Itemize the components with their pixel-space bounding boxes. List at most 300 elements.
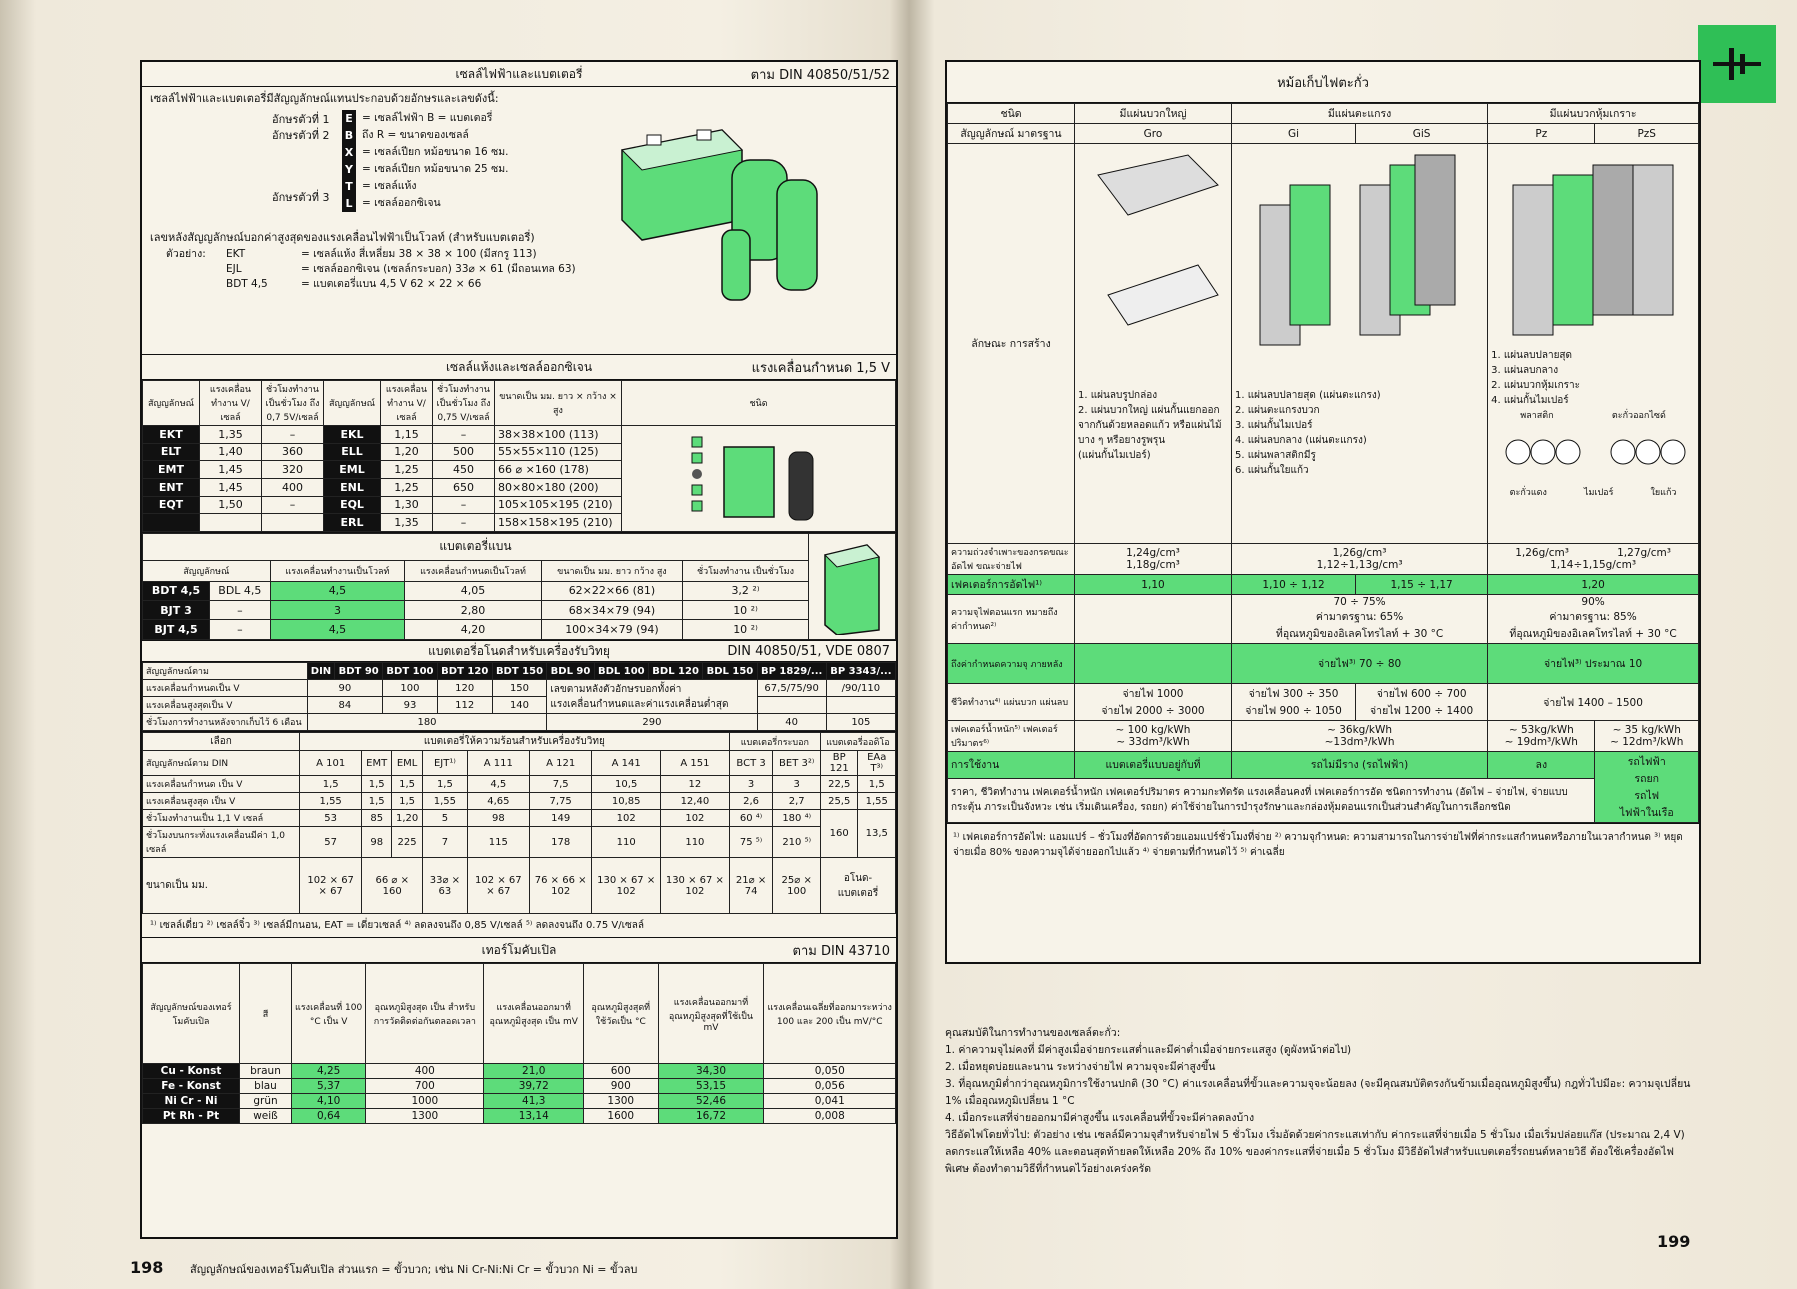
cell: 5 xyxy=(423,810,468,827)
cell: 1,14÷1,15g/cm³ xyxy=(1550,559,1637,571)
symbol: GiS xyxy=(1356,124,1488,144)
col-header: A 141 xyxy=(592,751,661,776)
cell: 0,050 xyxy=(764,1064,896,1079)
cell: 1,24g/cm³ xyxy=(1126,547,1180,559)
cell: 39,72 xyxy=(484,1079,584,1094)
cell: 1,26g/cm³ xyxy=(1332,547,1387,559)
cell: ~ 100 kg/kWh xyxy=(1115,724,1191,736)
cell: 3 xyxy=(729,776,773,793)
cells-batteries-section xyxy=(142,62,896,355)
property-item: 3. ที่อุณหภูมิต่ำกว่าอุณหภูมิการใช้งานปกติ (30 °C) ค่าแรงเคลื่อนที่ขั้วและความจุจะน้อยลง (จะมีคุณสมบัติตรงกันข้ามเมื่ออุณหภูมิสูงขึ้น) กฎทั่วไปมีอะ: ความจุเปลี่ยน 1% เมื่ออุณหภูมิเปลี่ยน 1 °C xyxy=(945,1078,1691,1107)
label: ใยแก้ว xyxy=(1650,488,1677,498)
cell: 1,27g/cm³ xyxy=(1617,547,1671,559)
cell: 2,6 xyxy=(729,793,773,810)
cell: 320 xyxy=(262,461,324,479)
cell: BJT 3 xyxy=(143,600,210,619)
cell: 5,37 xyxy=(292,1079,366,1094)
label: ตะกั่วแดง xyxy=(1509,488,1547,498)
cell: 140 xyxy=(492,697,547,714)
col-header: แรงเคลื่อนทำงาน V/เซลล์ xyxy=(200,381,262,426)
legend-item: 1. แผ่นลบปลายสุด (แผ่นตะแกรง) xyxy=(1235,390,1381,401)
col-header: BP 121 xyxy=(820,751,858,776)
legend-item: 2. แผ่นบวกหุ้มเกราะ xyxy=(1491,380,1581,391)
meaning-2: ถึง R = ขนาดของเซลล์ xyxy=(362,129,469,141)
row-label: ถึงค่ากำหนดความจุ ภายหลัง xyxy=(948,644,1075,684)
legend-item: 2. แผ่นบวกใหญ่ แผ่นกั้นแยกออกจากกันด้วยหลอดแก้ว หรือแผ่นไม้บาง ๆ หรือยางรูพรุน xyxy=(1078,405,1222,446)
cell: – xyxy=(210,620,271,640)
legend-item: 3. แผ่นลบกลาง xyxy=(1491,365,1559,376)
cell: 57 xyxy=(300,827,362,858)
cell: 400 xyxy=(262,478,324,496)
letter-t: T xyxy=(345,180,353,193)
letter1-label: อักษรตัวที่ 1 xyxy=(272,113,330,126)
example-label: ตัวอย่าง: xyxy=(166,248,206,260)
cell: 1,15 xyxy=(381,426,433,444)
cell: แบตเตอรี่แบบอยู่กับที่ xyxy=(1075,752,1232,779)
charging-method: วิธีอัดไฟโดยทั่วไป: ตัวอย่าง เช่น เซลล์มีความจุสำหรับจ่ายไฟ 5 ชั่วโมง เริ่มอัดด้วยค่ากระแสเท่ากับ ค่ากระแสที่จ่ายเมื่อ 5 ชั่วโมง เมื่อเริ่มปล่อยแก๊ส (ประมาณ 2,4 V) ลดกระแสให้เหลือ 40% และตอนสุดท้ายลดให้เหลือ 20% ถึง 10% ของค่ากระแสที่จ่ายเมื่อ 5 ชั่วโมง มีวิธีอัดไฟสำหรับแบตเตอรี่รถยนต์หลายวิธี ต้องใช้เครื่องอัดไฟพิเศษ ต้องทำตามวิธีที่กำหนดไว้อย่างเคร่งครัด xyxy=(945,1129,1685,1175)
battery-illustration xyxy=(612,110,882,310)
cell: ที่อุณหภูมิของอิเลคโทรไลท์ + 30 °C xyxy=(1275,628,1444,640)
cell: 1,20 xyxy=(392,810,423,827)
section-logo-icon xyxy=(1698,25,1776,103)
letter2-label: อักษรตัวที่ 2 xyxy=(272,129,330,142)
cell: 25,5 xyxy=(820,793,858,810)
col-header: ชนิด xyxy=(622,381,896,426)
section-title: เซลล์แห้งและเซลล์ออกซิเจน xyxy=(445,359,593,374)
cell: 1,25 xyxy=(381,478,433,496)
subheader: แบตเตอรี่กระบอก xyxy=(729,733,820,751)
cell: 290 xyxy=(547,714,757,731)
cell: 0,056 xyxy=(764,1079,896,1094)
cell: 1,35 xyxy=(200,426,262,444)
col-header: BDT 90 xyxy=(335,663,383,680)
cell: 105×105×195 (210) xyxy=(495,496,622,514)
cell: ~ 35 kg/kWh xyxy=(1612,724,1681,736)
cell: 650 xyxy=(433,478,495,496)
legend-item: 2. แผ่นตะแกรงบวก xyxy=(1235,405,1320,416)
example-code: EJL xyxy=(226,263,242,275)
cell: 62×22×66 (81) xyxy=(541,581,682,600)
cell: – xyxy=(262,426,324,444)
note: เลขตามหลังตัวอักษรบอกทั้งค่า xyxy=(550,683,682,695)
cell: 98 xyxy=(467,810,529,827)
cell: – xyxy=(210,600,271,619)
col-header: สัญญลักษณ์ xyxy=(324,381,381,426)
property-item: 2. เมื่อหยุดบ่อยและนาน ระหว่างจ่ายไฟ ความจุจะมีค่าสูงขึ้น xyxy=(945,1061,1216,1073)
col-header: BDT 100 xyxy=(383,663,438,680)
legend-item: (แผ่นกั้นไมเปอร์) xyxy=(1078,450,1151,461)
cell: จ่ายไฟ³⁾ ประมาณ 10 xyxy=(1488,644,1699,684)
cell-illustration xyxy=(622,426,896,532)
col-header: BDL 120 xyxy=(648,663,702,680)
cell: 149 xyxy=(530,810,592,827)
cell: Ni Cr - Ni xyxy=(143,1094,240,1109)
row-label: สัญญลักษณ์ตาม DIN xyxy=(143,751,300,776)
thermocouple-table xyxy=(142,963,896,1124)
cell: 110 xyxy=(592,827,661,858)
col-header: สัญญลักษณ์ของเทอร์โมคับเปิล xyxy=(143,964,240,1064)
cell: 76 × 66 × 102 xyxy=(530,858,592,914)
cell: 150 xyxy=(492,680,547,697)
cell: 1300 xyxy=(584,1094,658,1109)
row-label: ชนิด xyxy=(948,104,1075,124)
col-header: EMT xyxy=(362,751,392,776)
col-header: ชั่วโมงทำงาน เป็นชั่วโมง ถึง 0,7 5V/เซลล์ xyxy=(262,381,324,426)
cell: จ่ายไฟ 1200 ÷ 1400 xyxy=(1370,705,1474,717)
cell: ELT xyxy=(143,443,200,461)
row-label: สัญญลักษณ์ตาม xyxy=(143,663,308,680)
col-header: แรงเคลื่อนออกมาที่อุณหภูมิสูงสุดที่ใช้เป็น mV xyxy=(658,964,764,1064)
example-code: BDT 4,5 xyxy=(226,278,268,290)
row-label: ชั่วโมงทำงานเป็น 1,1 V เซลล์ xyxy=(143,810,300,827)
cell: EKT xyxy=(143,426,200,444)
table-row xyxy=(143,581,896,600)
table-row xyxy=(143,1079,896,1094)
thermocouple-section xyxy=(142,938,896,1124)
standard-ref: ตาม DIN 43710 xyxy=(792,943,890,959)
letter-y: Y xyxy=(345,163,353,176)
gro-construction xyxy=(1075,144,1232,544)
cell: 16,72 xyxy=(658,1109,764,1124)
cell: 900 xyxy=(584,1079,658,1094)
symbol: Gi xyxy=(1232,124,1356,144)
table-row xyxy=(143,1064,896,1079)
cell: 21,0 xyxy=(484,1064,584,1079)
cell: 93 xyxy=(383,697,438,714)
group-header: มีแผ่นบวกหุ้มเกราะ xyxy=(1488,104,1699,124)
cell: 1,20 xyxy=(381,443,433,461)
cell: 158×158×195 (210) xyxy=(495,514,622,532)
cell: BDT 4,5 xyxy=(143,581,210,600)
pz-construction xyxy=(1488,144,1699,544)
cell: 105 xyxy=(826,714,895,731)
cell: จ่ายไฟ 300 ÷ 350 xyxy=(1248,688,1339,700)
flat-battery-illustration xyxy=(809,534,896,640)
cell: 1,20 xyxy=(1488,575,1699,595)
cell: รถไม่มีราง (รถไฟฟ้า) xyxy=(1232,752,1488,779)
legend-item: 6. แผ่นกั้นใยแก้ว xyxy=(1235,465,1309,476)
cell: 52,46 xyxy=(658,1094,764,1109)
anode-battery-section xyxy=(142,641,896,732)
cell: ENT xyxy=(143,478,200,496)
numbering-text: เลขหลังสัญญลักษณ์บอกค่าสูงสุดของแรงเคลื่อนไฟฟ้าเป็นโวลท์ (สำหรับแบตเตอรี่) xyxy=(150,231,535,244)
cell: – xyxy=(262,496,324,514)
cell: 80×80×180 (200) xyxy=(495,478,622,496)
cell: 0,041 xyxy=(764,1094,896,1109)
cell: อโนด-แบตเตอรี่ xyxy=(820,858,895,914)
cell: 1,5 xyxy=(858,776,896,793)
meaning-3: = เซลล์เปียก หม้อขนาด 16 ซม. xyxy=(362,146,509,158)
col-header: BDT 150 xyxy=(492,663,547,680)
col-header: ชั่วโมงทำงาน เป็นชั่วโมง xyxy=(683,560,809,581)
row-label: เฟคเตอร์น้ำหนัก⁵⁾ เฟคเตอร์ปริมาตร⁶⁾ xyxy=(948,721,1075,752)
cell: 1,15 ÷ 1,17 xyxy=(1356,575,1488,595)
dry-cells-table xyxy=(142,380,896,532)
cell: ค่ามาตรฐาน: 85% xyxy=(1549,611,1637,623)
cell: braun xyxy=(240,1064,292,1079)
cell: ~ 53kg/kWh xyxy=(1508,724,1574,736)
group-header: มีแผ่นบวกใหญ่ xyxy=(1075,104,1232,124)
cell: 25⌀ × 100 xyxy=(773,858,821,914)
standard-ref: ตาม DIN 40850/51/52 xyxy=(750,67,890,83)
cell: 1,55 xyxy=(858,793,896,810)
cell: รถยก xyxy=(1634,773,1659,785)
col-header: A 101 xyxy=(300,751,362,776)
row-label: แรงเคลื่อนกำหนดเป็น V xyxy=(143,680,308,697)
symbol: Gro xyxy=(1075,124,1232,144)
bottom-note: สัญญลักษณ์ของเทอร์โมคับเปิล ส่วนแรก = ขั้วบวก; เช่น Ni Cr-Ni:Ni Cr = ขั้วบวก Ni = ขั้วลบ xyxy=(190,1263,638,1276)
page-number-left: 198 xyxy=(130,1258,164,1277)
cell: blau xyxy=(240,1079,292,1094)
cell: 33⌀ × 63 xyxy=(423,858,468,914)
cell: 98 xyxy=(362,827,392,858)
col-header: BCT 3 xyxy=(729,751,773,776)
cell: ENL xyxy=(324,478,381,496)
cell: 130 × 67 × 102 xyxy=(661,858,730,914)
letter-l: L xyxy=(345,197,353,210)
cell: 68×34×79 (94) xyxy=(541,600,682,619)
cell: ERL xyxy=(324,514,381,532)
example-desc: = เซลล์แห้ง สี่เหลี่ยม 38 × 38 × 100 (มีสกรู 113) xyxy=(301,248,537,260)
cell: Fe - Konst xyxy=(143,1079,240,1094)
cell: 10,85 xyxy=(592,793,661,810)
cell: 4,25 xyxy=(292,1064,366,1079)
cell: 180 ⁴⁾ xyxy=(773,810,821,827)
cell: 1,12÷1,13g/cm³ xyxy=(1316,559,1403,571)
col-header: DIN xyxy=(307,663,335,680)
legend-item: 1. แผ่นลบรูปกล่อง xyxy=(1078,390,1158,401)
example-desc: = เซลล์ออกซิเจน (เซลล์กระบอก) 33⌀ × 61 (มีถอนเทล 63) xyxy=(301,263,576,275)
cell: 53,15 xyxy=(658,1079,764,1094)
cell: 450 xyxy=(433,461,495,479)
cell: 3,2 ²⁾ xyxy=(683,581,809,600)
cell: 34,30 xyxy=(658,1064,764,1079)
col-header: อุณหภูมิสูงสุด เป็น สำหรับการวัดติดต่อกันตลอดเวลา xyxy=(366,964,484,1064)
cell: จ่ายไฟ³⁾ 70 ÷ 80 xyxy=(1232,644,1488,684)
cell: 4,20 xyxy=(405,620,542,640)
section-title: เซลล์ไฟฟ้าและแบตเตอรี่ xyxy=(455,66,583,81)
property-item: 1. ค่าความจุไม่คงที่ มีค่าสูงเมื่อจ่ายกระแสต่ำและมีค่าต่ำเมื่อจ่ายกระแสสูง (ดูผังหน้าต่อไป) xyxy=(945,1044,1352,1056)
group-header: มีแผ่นตะแกรง xyxy=(1232,104,1488,124)
row-label: ชั่วโมงบนกระทั่งแรงเคลื่อนมีค่า 1,0 เซลล์ xyxy=(143,827,300,858)
cell: 1600 xyxy=(584,1109,658,1124)
cell: 400 xyxy=(366,1064,484,1079)
legend-item: 1. แผ่นลบปลายสุด xyxy=(1491,350,1573,361)
cell: 70 ÷ 75% xyxy=(1333,596,1386,608)
pz-tube-drawing xyxy=(1493,422,1693,482)
footnote: ¹⁾ เฟคเตอร์การอัดไฟ: แอมแปร์ – ชั่วโมงที่อัดการด้วยแอมแปร์ชั่วโมงที่จ่าย ²⁾ ความจุกำหนด: ความสามารถในการจ่ายไฟที่ค่ากระแสกำหนดหรือภายในเวลากำหนด ³⁾ หยุดจ่ายเมื่อ 80% ของความจุได้จ่ายออกไปแล้ว ⁴⁾ จ่ายตามที่กำหนดไว้ ⁵⁾ ค่าเฉลี่ย xyxy=(947,823,1699,866)
footnote: ¹⁾ เซลล์เดี่ยว ²⁾ เซลล์จิ๋ว ³⁾ เซลล์มีกนอน, EAT = เดี่ยวเซลล์ ⁴⁾ ลดลงจนถึง 0,85 V/เซลล์ ⁵⁾ ลดลงจนถึง 0.75 V/เซลล์ xyxy=(150,920,645,931)
cell: 41,3 xyxy=(484,1094,584,1109)
cell: 67,5/75/90 xyxy=(757,680,826,697)
cell: 1,5 xyxy=(362,793,392,810)
cell: 4,10 xyxy=(292,1094,366,1109)
row-label: แรงเคลื่อนสูงสุดเป็น V xyxy=(143,697,308,714)
cell: 102 xyxy=(592,810,661,827)
cell: 4,05 xyxy=(405,581,542,600)
col-header: A 111 xyxy=(467,751,529,776)
col-header: BET 3²⁾ xyxy=(773,751,821,776)
cell: 1,5 xyxy=(392,776,423,793)
cell: 1,55 xyxy=(300,793,362,810)
selection-text: ราคา, ชีวิตทำงาน เฟคเตอร์น้ำหนัก เฟคเตอร์ปริมาตร ความกะทัดรัด แรงเคลื่อนคงที่ เฟคเตอร์การอัด ชนิดการทำงาน (อัดไฟ – จ่ายไฟ, จ่ายแบบกระตุ้น ภาระเป็นจังหวะ เช่น เริ่มเดินเครื่อง, รถยก) ค่าใช้จ่ายในการบำรุงรักษาและกล่องหุ้มตอนแรกเป็นส่วนสำคัญในการเลือกชนิด xyxy=(948,778,1595,822)
symbol: PzS xyxy=(1595,124,1699,144)
col-header: สี xyxy=(240,964,292,1064)
cell: 1,5 xyxy=(300,776,362,793)
cell: Pt Rh - Pt xyxy=(143,1109,240,1124)
cell: 12 xyxy=(661,776,730,793)
cell: ~ 36kg/kWh xyxy=(1327,724,1393,736)
cell: 100×34×79 (94) xyxy=(541,620,682,640)
cell: 120 xyxy=(437,680,492,697)
col-header: แรงเคลื่อนออกมาที่อุณหภูมิสูงสุด เป็น mV xyxy=(484,964,584,1064)
label: ไมเปอร์ xyxy=(1583,488,1614,498)
cell: 4,65 xyxy=(467,793,529,810)
row-label: ความจุไฟตอนแรก หมายถึง ค่ากำหนด²⁾ xyxy=(948,595,1075,644)
anode-battery-table xyxy=(142,662,896,731)
legend-item: 3. แผ่นกั้นไมเปอร์ xyxy=(1235,420,1313,431)
cell: 1,26g/cm³ xyxy=(1515,547,1569,559)
cell: 12,40 xyxy=(661,793,730,810)
section-title: แบตเตอรี่ให้ความร้อนสำหรับเครื่องรับวิทยุ xyxy=(300,733,730,751)
col-header: A 121 xyxy=(530,751,592,776)
dry-cells-section xyxy=(142,355,896,533)
section-title: หม้อเก็บไฟตะกั่ว xyxy=(1277,75,1369,91)
col-header: แรงเคลื่อนทำงานเป็นโวลท์ xyxy=(270,560,404,581)
row-label: ชีวิตทำงาน⁴⁾ แผ่นบวก แผ่นลบ xyxy=(948,684,1075,721)
cell: 1,10 xyxy=(1075,575,1232,595)
cell: EML xyxy=(324,461,381,479)
cell: 84 xyxy=(307,697,382,714)
meaning-1: = เซลล์ไฟฟ้า B = แบตเตอรี่ xyxy=(362,112,493,124)
table-row xyxy=(143,1094,896,1109)
cell: รถไฟฟ้า xyxy=(1627,756,1666,768)
cell: 600 xyxy=(584,1064,658,1079)
row-label: แรงเคลื่อนกำหนด เป็น V xyxy=(143,776,300,793)
cell: 112 xyxy=(437,697,492,714)
cell: 3 xyxy=(270,600,404,619)
example-desc: = แบตเตอรี่แบน 4,5 V 62 × 22 × 66 xyxy=(301,278,482,290)
col-header: BDL 150 xyxy=(703,663,757,680)
legend-item: 4. แผ่นลบกลาง (แผ่นตะแกรง) xyxy=(1235,435,1367,446)
legend-item: 4. แผ่นกั้นไมเปอร์ xyxy=(1491,395,1569,406)
cell: 110 xyxy=(661,827,730,858)
col-header: แรงเคลื่อนทำงาน V/เซลล์ xyxy=(381,381,433,426)
letter-e: E xyxy=(345,112,353,125)
cell: 1,30 xyxy=(381,496,433,514)
cell: 1,5 xyxy=(362,776,392,793)
cell: EQL xyxy=(324,496,381,514)
choose-label: เลือก xyxy=(143,733,300,751)
col-header: BP 1829/... xyxy=(757,663,826,680)
cell: 1,5 xyxy=(423,776,468,793)
row-label: ชั่วโมงการทำงานหลังจากเก็บไว้ 6 เดือน xyxy=(143,714,308,731)
cell: 102 xyxy=(661,810,730,827)
cell: 130 × 67 × 102 xyxy=(592,858,661,914)
table-row xyxy=(143,1109,896,1124)
symbol: Pz xyxy=(1488,124,1595,144)
cell: 4,5 xyxy=(467,776,529,793)
cell: 75 ⁵⁾ xyxy=(729,827,773,858)
col-header: BDL 90 xyxy=(547,663,594,680)
cell: 7,75 xyxy=(530,793,592,810)
cell: 1,25 xyxy=(381,461,433,479)
cell: 90% xyxy=(1581,596,1605,608)
cell: 10 ²⁾ xyxy=(683,620,809,640)
intro-text: เซลล์ไฟฟ้าและแบตเตอรี่มีสัญญลักษณ์แทนประกอบด้วยอักษรและเลขดังนี้: xyxy=(150,92,499,105)
cell: 225 xyxy=(392,827,423,858)
letter-x: X xyxy=(344,146,354,159)
cell: 22,5 xyxy=(820,776,858,793)
col-header: BDL 100 xyxy=(594,663,648,680)
properties-title: คุณสมบัติในการทำงานของเซลล์ตะกั่ว: xyxy=(945,1027,1121,1039)
row-label: สัญญลักษณ์ มาตรฐาน xyxy=(948,124,1075,144)
page-number-right: 199 xyxy=(1657,1232,1691,1251)
col-header: สัญญลักษณ์ xyxy=(143,560,271,581)
lead-accumulator-table xyxy=(947,103,1699,823)
row-label: เฟคเตอร์การอัดไฟ¹⁾ xyxy=(948,575,1075,595)
cell: ~13dm³/kWh xyxy=(1324,736,1395,748)
cell: 60 ⁴⁾ xyxy=(729,810,773,827)
letter-column xyxy=(342,110,356,212)
col-header: ชั่วโมงทำงาน เป็นชั่วโมง ถึง 0,75 V/เซลล์ xyxy=(433,381,495,426)
cell: 66 ⌀ × 160 xyxy=(362,858,423,914)
cell: EMT xyxy=(143,461,200,479)
letter3-label: อักษรตัวที่ 3 xyxy=(272,191,330,204)
cell: ELL xyxy=(324,443,381,461)
cell: 1,50 xyxy=(200,496,262,514)
cell: /90/110 xyxy=(826,680,895,697)
nominal-voltage: แรงเคลื่อนกำหนด 1,5 V xyxy=(751,360,890,376)
table-row xyxy=(143,426,896,444)
cell: BJT 4,5 xyxy=(143,620,210,640)
cell: 85 xyxy=(362,810,392,827)
cell: 700 xyxy=(366,1079,484,1094)
col-header: สัญญลักษณ์ xyxy=(143,381,200,426)
label: ตะกั่วออกไซด์ xyxy=(1611,411,1666,421)
cell: 21⌀ × 74 xyxy=(729,858,773,914)
cell: EKL xyxy=(324,426,381,444)
cell: ลง xyxy=(1488,752,1595,779)
cell: รถไฟ xyxy=(1634,790,1660,802)
cell: 1,55 xyxy=(423,793,468,810)
row-label: แรงเคลื่อนสูงสุด เป็น V xyxy=(143,793,300,810)
col-header: แรงเคลื่อนกำหนดเป็นโวลท์ xyxy=(405,560,542,581)
section-title: เทอร์โมคับเปิล xyxy=(481,942,557,957)
cell: จ่ายไฟ 900 ÷ 1050 xyxy=(1245,705,1342,717)
cell: 66 ⌀ ×160 (178) xyxy=(495,461,622,479)
right-page xyxy=(945,60,1701,964)
cell: 360 xyxy=(262,443,324,461)
row-label: ความถ่วงจำเพาะของกรดขณะอัดไฟ ขณะจ่ายไฟ xyxy=(948,544,1075,575)
properties-block xyxy=(945,1025,1697,1178)
cell: 10,5 xyxy=(592,776,661,793)
gro-plate-drawing xyxy=(1078,145,1228,385)
cell: 4,5 xyxy=(270,581,404,600)
pz-plate-drawing xyxy=(1493,145,1693,345)
table-row xyxy=(143,600,896,619)
col-header: A 151 xyxy=(661,751,730,776)
cell: 3 xyxy=(773,776,821,793)
standard-ref: DIN 40850/51, VDE 0807 xyxy=(727,643,890,659)
cell: 180 xyxy=(307,714,547,731)
cell: EQT xyxy=(143,496,200,514)
cell: ~ 33dm³/kWh xyxy=(1116,736,1190,748)
letter-b: B xyxy=(344,129,354,142)
cell: 40 xyxy=(757,714,826,731)
cell: 1,45 xyxy=(200,478,262,496)
cell: 1,45 xyxy=(200,461,262,479)
